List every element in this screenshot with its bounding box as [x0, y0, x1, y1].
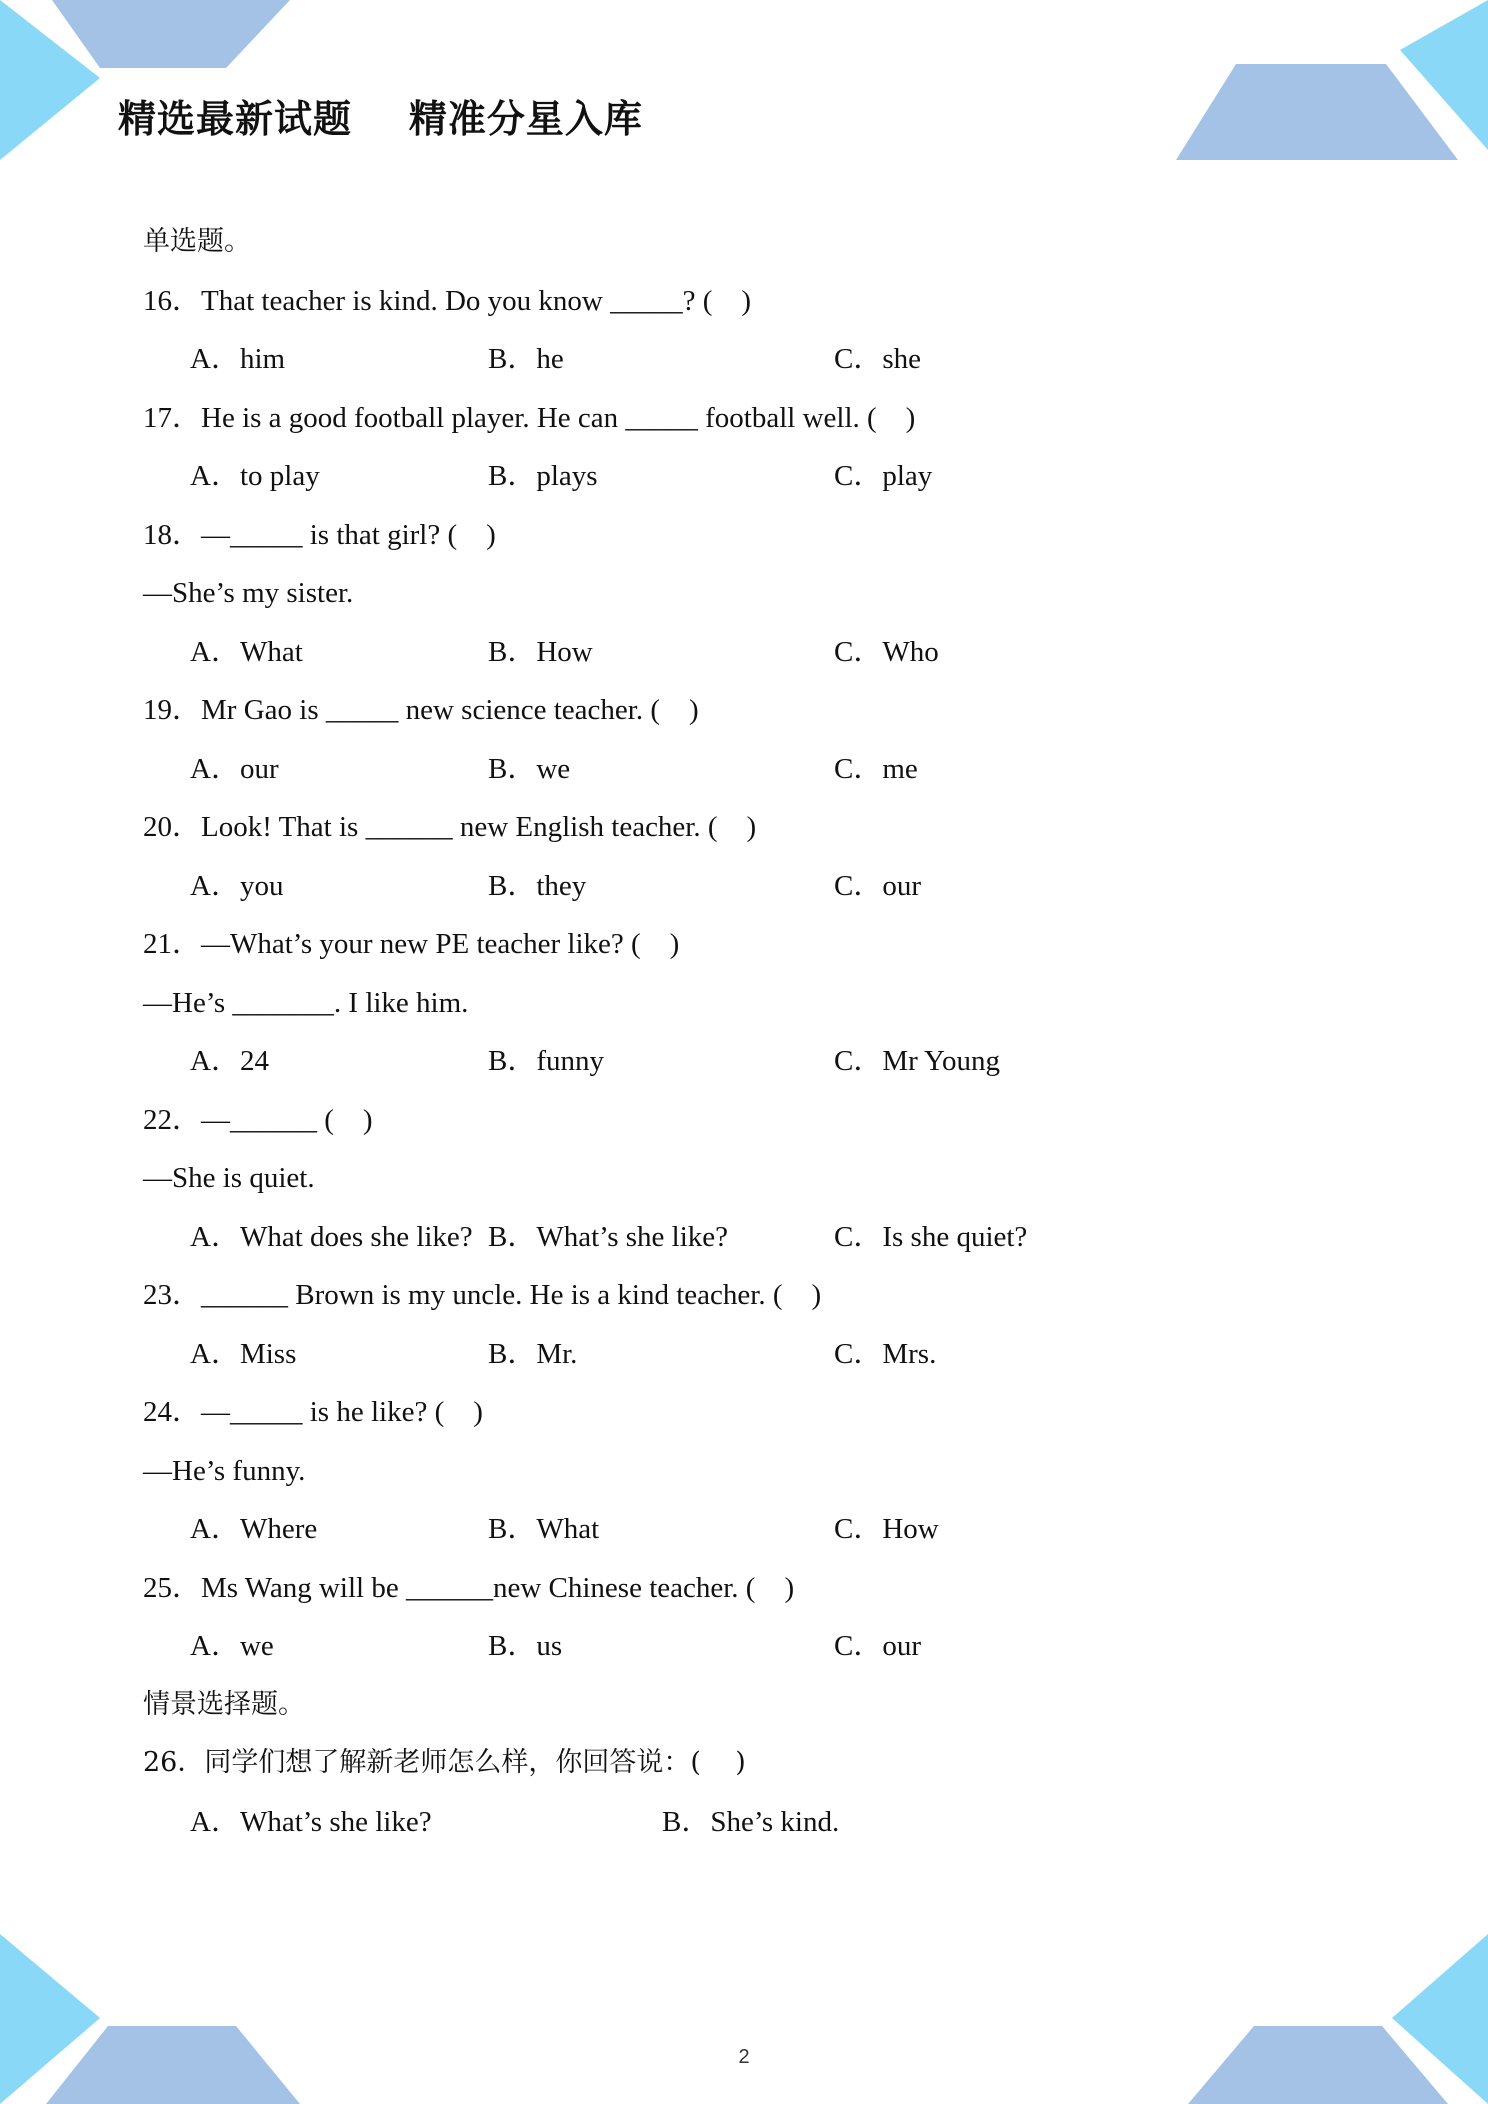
section-heading: 单选题。 — [143, 226, 251, 257]
option-text: to play — [239, 460, 320, 492]
option-letter: C． — [834, 636, 883, 668]
question-text: 24．—_____ is he like? ( ) — [143, 1396, 483, 1428]
option-letter: B． — [488, 460, 537, 492]
option-c — [834, 456, 932, 496]
option-a — [190, 1802, 432, 1842]
option-a — [190, 1334, 296, 1374]
option-text: 24 — [239, 1045, 269, 1077]
option-letter: C． — [834, 870, 883, 902]
option-c — [834, 1041, 1000, 1081]
question-text: 21．—What’s your new PE teacher like? ( ) — [143, 928, 680, 960]
option-text: our — [239, 753, 279, 785]
option-text: What — [536, 1513, 600, 1545]
option-text: What’s she like? — [536, 1221, 729, 1253]
option-text: How — [536, 636, 593, 668]
option-letter: A． — [190, 1338, 240, 1370]
option-letter: A． — [190, 1221, 240, 1253]
option-text: Is she quiet? — [882, 1221, 1028, 1253]
option-a — [190, 1509, 317, 1549]
option-letter: C． — [834, 753, 883, 785]
option-a — [190, 1626, 274, 1666]
option-text: we — [239, 1630, 274, 1662]
option-text: Mrs. — [882, 1338, 937, 1370]
option-a — [190, 632, 303, 672]
option-c — [834, 749, 918, 789]
option-text: Who — [882, 636, 939, 668]
option-letter: B． — [488, 636, 537, 668]
question-text: 22．—______ ( ) — [143, 1104, 373, 1136]
option-letter: A． — [190, 1630, 240, 1662]
header-title: 精选最新试题 精准分星入库 — [118, 97, 643, 141]
option-text: Mr Young — [882, 1045, 1001, 1077]
option-text: play — [882, 460, 933, 492]
dialogue-line: —She’s my sister. — [143, 577, 354, 609]
section-heading: 情景选择题。 — [143, 1689, 305, 1720]
option-a — [190, 749, 279, 789]
option-b — [488, 1334, 577, 1374]
option-letter: C． — [834, 343, 883, 375]
option-text: What — [239, 636, 303, 668]
option-text: our — [882, 1630, 922, 1662]
option-letter: B． — [488, 1630, 537, 1662]
option-letter: B． — [488, 1338, 537, 1370]
page-number: 2 — [738, 2046, 750, 2068]
option-text: our — [882, 870, 922, 902]
option-c — [834, 632, 939, 672]
question-text: 25．Ms Wang will be ______new Chinese teacher. ( ) — [143, 1572, 795, 1604]
option-text: Mr. — [536, 1338, 578, 1370]
option-b — [488, 749, 570, 789]
option-text: you — [239, 870, 284, 902]
option-letter: A． — [190, 636, 240, 668]
option-letter: B． — [662, 1806, 711, 1838]
question-text: 20．Look! That is ______ new English teacher. ( ) — [143, 811, 757, 843]
option-letter: A． — [190, 1513, 240, 1545]
option-letter: A． — [190, 870, 240, 902]
option-letter: A． — [190, 1806, 240, 1838]
option-c — [834, 1626, 921, 1666]
option-letter: C． — [834, 1513, 883, 1545]
question-text: 26．同学们想了解新老师怎么样，你回答说：( ) — [143, 1747, 746, 1778]
option-b — [662, 1802, 839, 1842]
option-text: funny — [536, 1045, 605, 1077]
option-a — [190, 339, 285, 379]
option-text: She’s kind. — [710, 1806, 840, 1838]
option-letter: B． — [488, 1045, 537, 1077]
question-text: 16．That teacher is kind. Do you know _____? ( ) — [143, 285, 752, 317]
option-text: they — [536, 870, 587, 902]
option-c — [834, 1334, 936, 1374]
option-c — [834, 1217, 1027, 1257]
option-letter: A． — [190, 1045, 240, 1077]
option-b — [488, 456, 598, 496]
dialogue-line: —He’s funny. — [143, 1455, 306, 1487]
option-letter: A． — [190, 753, 240, 785]
option-text: she — [882, 343, 922, 375]
option-letter: B． — [488, 1513, 537, 1545]
question-text: 19．Mr Gao is _____ new science teacher. ( ) — [143, 694, 699, 726]
option-text: plays — [536, 460, 598, 492]
option-text: How — [882, 1513, 939, 1545]
option-b — [488, 339, 564, 379]
option-a — [190, 1217, 473, 1257]
option-text: me — [882, 753, 918, 785]
option-text: us — [536, 1630, 563, 1662]
dialogue-line: —He’s _______. I like him. — [143, 987, 469, 1019]
option-letter: A． — [190, 460, 240, 492]
option-letter: C． — [834, 460, 883, 492]
option-text: we — [536, 753, 571, 785]
option-b — [488, 632, 593, 672]
option-letter: C． — [834, 1045, 883, 1077]
option-letter: B． — [488, 343, 537, 375]
option-letter: A． — [190, 343, 240, 375]
option-c — [834, 1509, 939, 1549]
option-text: What does she like? — [239, 1221, 473, 1253]
option-text: What’s she like? — [239, 1806, 432, 1838]
option-letter: B． — [488, 870, 537, 902]
option-text: him — [239, 343, 286, 375]
option-letter: B． — [488, 753, 537, 785]
question-text: 17．He is a good football player. He can _____ football well. ( ) — [143, 402, 916, 434]
option-b — [488, 1509, 599, 1549]
option-letter: C． — [834, 1338, 883, 1370]
option-b — [488, 866, 586, 906]
question-text: 23．______ Brown is my uncle. He is a kind teacher. ( ) — [143, 1279, 822, 1311]
option-letter: B． — [488, 1221, 537, 1253]
option-letter: C． — [834, 1630, 883, 1662]
option-text: Miss — [239, 1338, 297, 1370]
option-b — [488, 1041, 604, 1081]
option-a — [190, 1041, 269, 1081]
option-c — [834, 339, 921, 379]
dialogue-line: —She is quiet. — [143, 1162, 315, 1194]
option-letter: C． — [834, 1221, 883, 1253]
option-text: he — [536, 343, 564, 375]
question-text: 18．—_____ is that girl? ( ) — [143, 519, 496, 551]
option-b — [488, 1626, 562, 1666]
option-text: Where — [239, 1513, 318, 1545]
option-a — [190, 456, 320, 496]
option-b — [488, 1217, 728, 1257]
option-a — [190, 866, 283, 906]
option-c — [834, 866, 921, 906]
